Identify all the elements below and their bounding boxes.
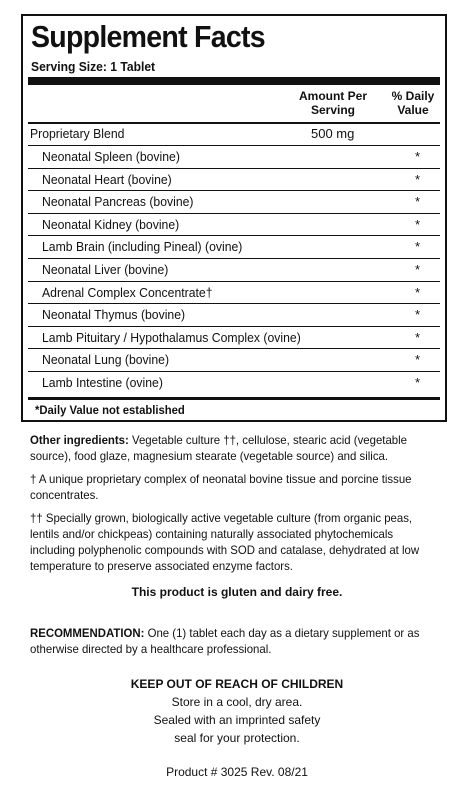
recommendation: RECOMMENDATION: One (1) tablet each day as a dietary supplement or as otherwise directed by a healthcare professional. [30, 626, 420, 656]
thick-divider [28, 77, 440, 85]
ingredient-daily-value: * [414, 329, 420, 345]
ingredient-row [28, 259, 440, 281]
blend-row [28, 123, 440, 145]
panel-title: Supplement Facts [31, 19, 265, 54]
ingredient-row [28, 327, 440, 349]
ingredient-daily-value: * [414, 375, 420, 390]
ingredient-daily-value: * [414, 171, 420, 187]
supplement-facts-panel [21, 14, 447, 422]
ingredient-name: Neonatal Spleen (bovine) [42, 149, 180, 164]
ingredient-daily-value: * [414, 216, 420, 232]
ingredient-daily-value: * [414, 284, 420, 300]
other-ingredients-label: Other ingredients: [30, 433, 129, 447]
amount-per-serving-header: Amount Per Serving [298, 89, 367, 117]
gluten-free-note: This product is gluten and dairy free. [131, 585, 343, 599]
ingredient-name: Adrenal Complex Concentrate† [42, 284, 213, 300]
ingredient-name: Neonatal Liver (bovine) [42, 262, 169, 277]
ingredient-daily-value: * [414, 239, 420, 255]
ingredient-row [28, 349, 440, 371]
serving-size: Serving Size: 1 Tablet [31, 59, 156, 74]
ingredient-daily-value: * [414, 307, 420, 323]
bottom-divider [28, 397, 440, 400]
daily-value-note: *Daily Value not established [35, 403, 185, 417]
seal-line-1: Sealed with an imprinted safety [153, 713, 321, 727]
ingredient-daily-value: * [414, 262, 420, 277]
ingredient-row [28, 169, 440, 191]
ingredient-row [28, 146, 440, 168]
ingredient-row [28, 282, 440, 304]
warning-heading: KEEP OUT OF REACH OF CHILDREN [130, 677, 344, 691]
ingredient-daily-value: * [414, 149, 420, 164]
daily-value-header: % Daily Value [391, 89, 435, 117]
double-dagger-footnote: †† Specially grown, biologically active vegetable culture (from organic peas, lentils and/or chickpeas) containing naturally associated phytochemicals including polyphenolic compounds with SOD and catalase, dehydrated at low temperature to preserve associated enzyme factors. [30, 511, 420, 573]
ingredient-row [28, 214, 440, 236]
ingredient-row [28, 191, 440, 213]
blend-amount: 500 mg [311, 126, 355, 141]
ingredient-daily-value: * [414, 352, 420, 368]
ingredient-name: Neonatal Thymus (bovine) [42, 307, 186, 323]
ingredient-daily-value: * [414, 194, 420, 210]
blend-name: Proprietary Blend [30, 126, 125, 141]
ingredient-name: Lamb Intestine (ovine) [42, 375, 163, 390]
ingredient-name: Lamb Pituitary / Hypothalamus Complex (ovine) [42, 329, 301, 345]
recommendation-label: RECOMMENDATION: [30, 626, 145, 640]
ingredient-name: Neonatal Lung (bovine) [42, 352, 170, 368]
ingredient-row [28, 372, 440, 394]
storage-line: Store in a cool, dry area. [171, 695, 303, 709]
ingredient-name: Neonatal Kidney (bovine) [42, 216, 180, 232]
ingredient-name: Neonatal Heart (bovine) [42, 171, 172, 187]
product-number: Product # 3025 Rev. 08/21 [166, 765, 308, 779]
ingredient-row [28, 304, 440, 326]
ingredient-name: Lamb Brain (including Pineal) (ovine) [42, 239, 243, 255]
ingredient-name: Neonatal Pancreas (bovine) [42, 194, 194, 210]
seal-line-2: seal for your protection. [174, 731, 300, 745]
other-ingredients: Other ingredients: Vegetable culture ††, cellulose, stearic acid (vegetable source), food glaze, magnesium stearate (vegetable source) and silica. [30, 433, 408, 463]
dagger-footnote: † A unique proprietary complex of neonatal bovine tissue and porcine tissue concentrates. [30, 472, 412, 502]
ingredient-row [28, 236, 440, 258]
